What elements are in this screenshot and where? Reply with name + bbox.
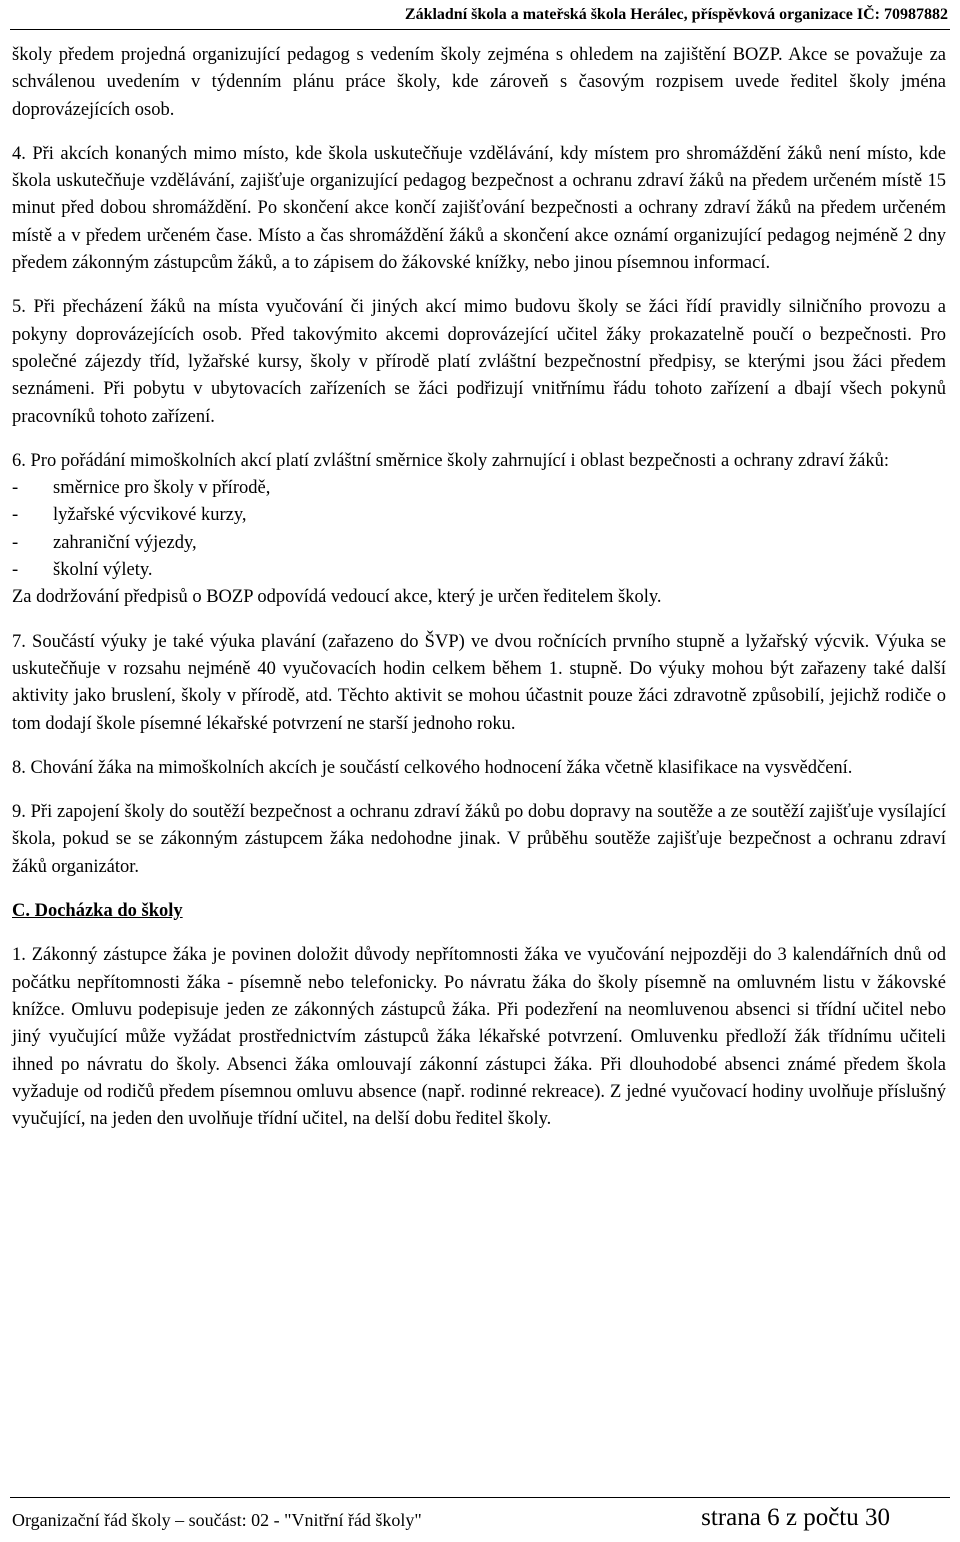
paragraph-8: 8. Chování žáka na mimoškolních akcích je součástí celkového hodnocení žáka včetně klasifikace na vysvědčení.	[12, 757, 853, 778]
list-item: - lyžařské výcvikové kurzy,	[12, 505, 247, 526]
paragraph-9: 9. Při zapojení školy do soutěží bezpečnost a ochranu zdraví žáků po dobu dopravy na soutěže a ze soutěží zajišťuje vysílající škola, pokud se se zákonným zástupcem žáka nedohodne jinak. V průběhu soutěže zajišťuje bezpečnost a ochranu zdraví žáků organizátor.	[12, 802, 946, 877]
paragraph-6-responsibility: Za dodržování předpisů o BOZP odpovídá vedoucí akce, který je určen ředitelem školy.	[12, 587, 662, 608]
page-header	[0, 0, 960, 32]
paragraph-7: 7. Součástí výuky je také výuka plavání (zařazeno do ŠVP) ve dvou ročnících prvního stupně a lyžařský výcvik. Výuka se uskutečňuje v rozsahu nejméně 40 vyučovacích hodin celkem během 1. stupně. Do výuky mohou být zařazeny také další aktivity jako bruslení, školy v přírodě, atd. Těchto aktivit se mohou účastnit pouze žáci zdravotně způsobilí, jejichž rodiče o tom dodají škole písemné lékařské potvrzení ne starší jednoho roku.	[12, 631, 946, 734]
paragraph-6: 6. Pro pořádání mimoškolních akcí platí zvláštní směrnice školy zahrnující i oblast bezpečnosti a ochrany zdraví žáků:	[12, 450, 889, 471]
page-footer	[10, 1497, 950, 1542]
header-title: Základní škola a mateřská škola Herálec, příspěvková organizace IČ: 70987882	[404, 6, 948, 23]
paragraph-4: 4. Při akcích konaných mimo místo, kde škola uskutečňuje vzdělávání, kdy místem pro shromáždění žáků není místo, kde škola uskutečňuje vzdělávání, zajišťuje organizující pedagog bezpečnost a ochranu zdraví žáků na předem určeném místě 15 minut před dobou shromáždění. Po skončení akce končí zajišťování bezpečnosti a ochrany zdraví žáků na předem určeném místě a v předem určeném čase. Místo a čas shromáždění žáků a skončení akce oznámí organizující pedagog nejméně 2 dny předem zákonným zástupcům žáků, a to zápisem do žákovské knížky, nebo jinou písemnou informací.	[12, 143, 946, 274]
paragraph-intro: školy předem projedná organizující pedagog s vedením školy zejména s ohledem na zajištění BOZP. Akce se považuje za schválenou uvedením v týdenním plánu práce školy, kde zároveň s časovým rozpisem uvede ředitel školy jména doprovázejících osob.	[12, 45, 946, 120]
list-item: - směrnice pro školy v přírodě,	[12, 478, 271, 499]
page-number: strana 6 z počtu 30	[701, 1504, 890, 1531]
list-item: - školní výlety.	[12, 560, 153, 581]
list-item: - zahraniční výjezdy,	[12, 532, 197, 553]
header-divider	[10, 29, 950, 30]
paragraph-5: 5. Při přecházení žáků na místa vyučování či jiných akcí mimo budovu školy se žáci řídí pravidly silničního provozu a pokyny doprovázejících osob. Před takovýmito akcemi doprovázející učitel žáky prokazatelně poučí o bezpečnosti. Pro společné zájezdy tříd, lyžařské kursy, školy v přírodě platí zvláštní bezpečnostní předpisy, se kterými jsou žáci předem seznámeni. Při pobytu v ubytovacích zařízeních se žáci podřizují vnitřnímu řádu tohoto zařízení a dbají všech pokynů pracovníků tohoto zařízení.	[12, 297, 946, 427]
paragraph-c1: 1. Zákonný zástupce žáka je povinen doložit důvody nepřítomnosti žáka ve vyučování nejpozději do 3 kalendářních dnů od počátku nepřítomnosti žáka - písemně nebo telefonicky. Po návratu žáka do školy písemně na omluvném listu v žákovské knížce. Omluvu podepisuje jeden ze zákonných zástupců žáka. Při podezření na neomluvenou absenci si třídní učitel nebo jiný vyučující může vyžádat prostřednictvím zástupců žáka lékařské potvrzení. Omluvenku předloží žák třídnímu učiteli ihned po návratu do školy. Absenci žáka omlouvají zákonní zástupci žáka. Při dlouhodobé absenci známé předem škola vyžaduje od rodičů předem písemnou omluvu absence (např. rodinné rekreace). Z jedné vyučovací hodiny uvolňuje příslušný vyučující, na jeden den uvolňuje třídní učitel, na delší dobu ředitel školy.	[12, 945, 946, 1130]
footer-document-title: Organizační řád školy – součást: 02 - "Vnitřní řád školy"	[12, 1510, 422, 1530]
section-c-heading: C. Docházka do školy	[12, 901, 183, 922]
document-body	[12, 42, 946, 1150]
directive-list	[12, 475, 946, 584]
